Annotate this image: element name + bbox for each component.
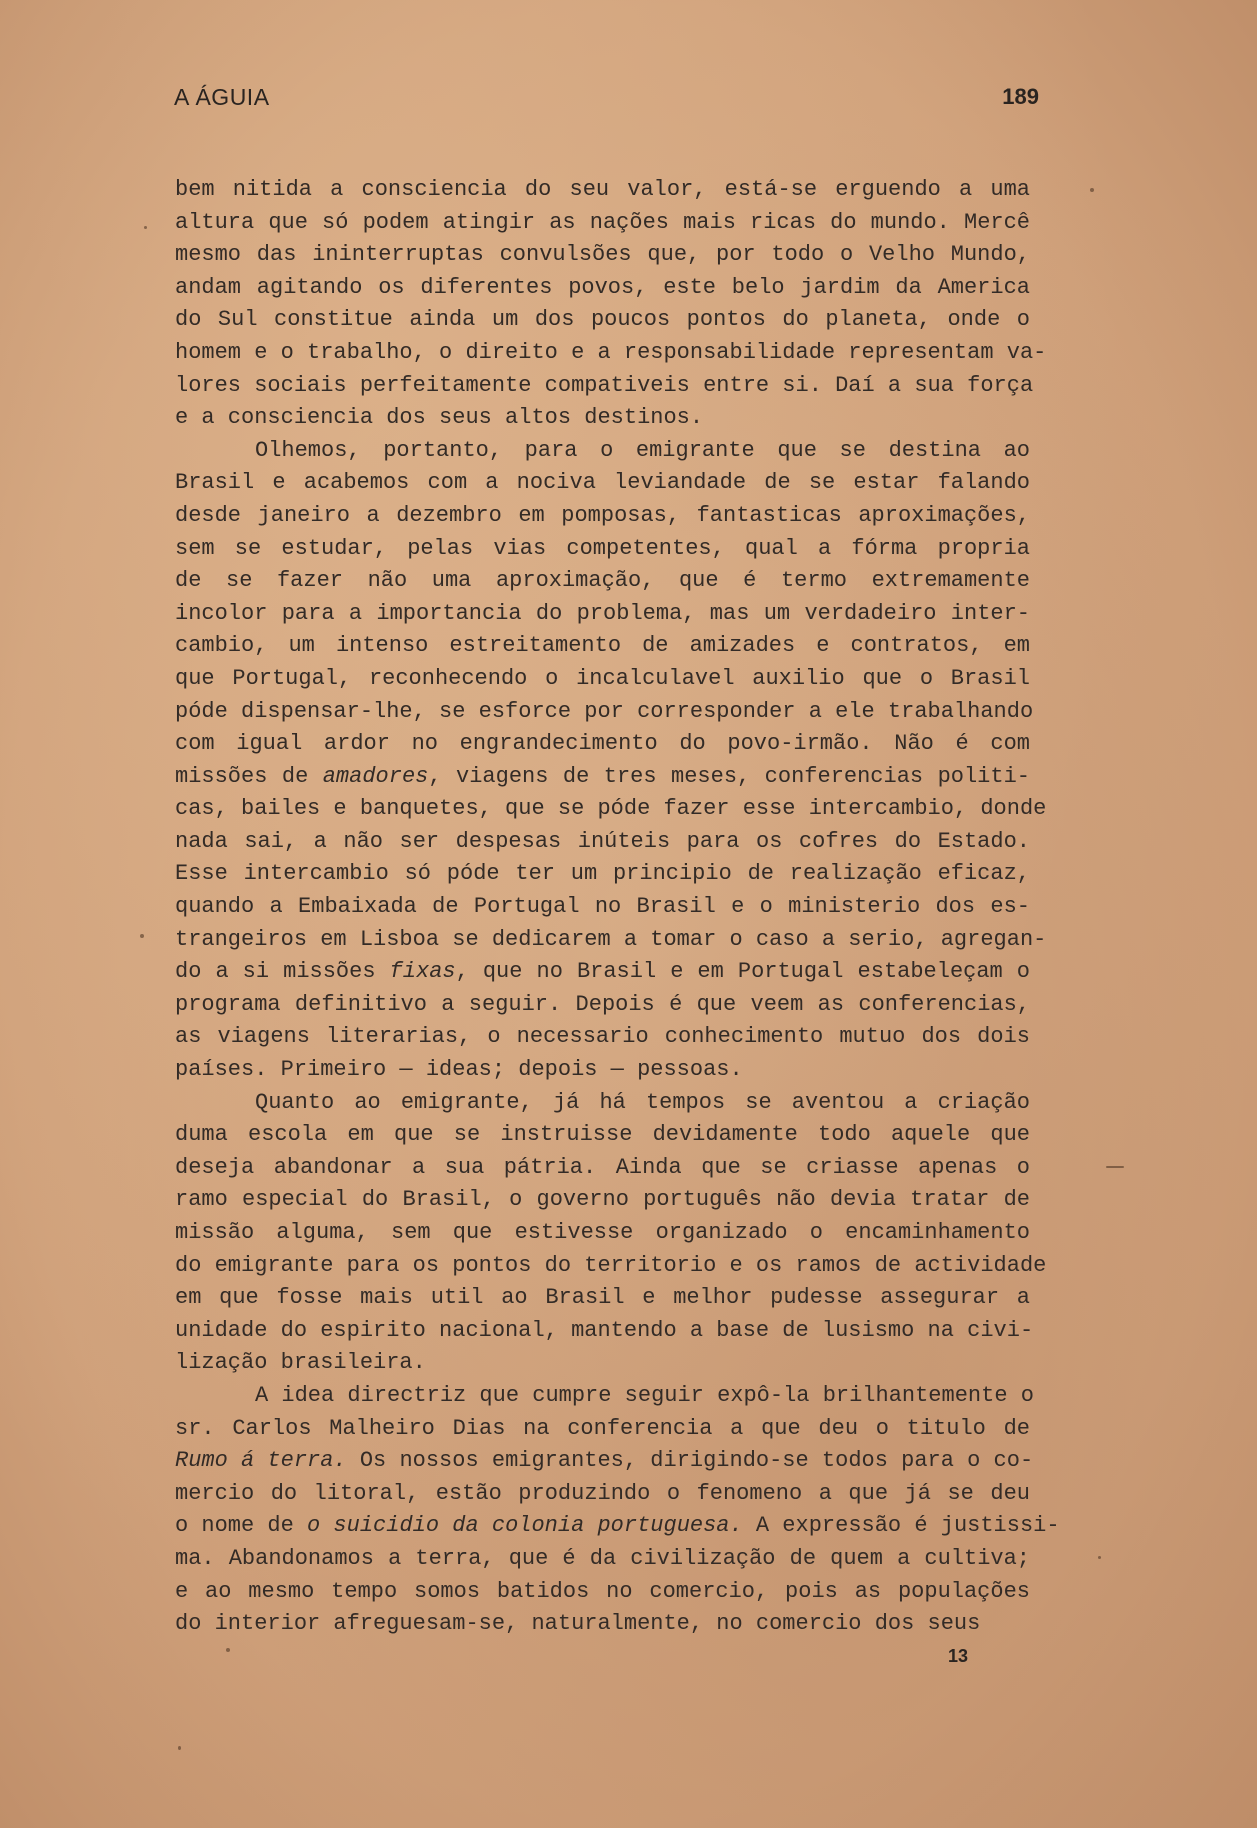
paragraph [175, 174, 1047, 435]
text-line: bem nitida a consciencia do seu valor, está-se erguendo a uma [175, 177, 1030, 202]
page-header [174, 84, 1039, 118]
text-line: quando a Embaixada de Portugal no Brasil e o ministerio dos es- [175, 894, 1030, 920]
text-line: cambio, um intenso estreitamento de amizades e contratos, em [175, 633, 1030, 659]
text-line: em que fosse mais util ao Brasil e melhor pudesse assegurar a [175, 1285, 1030, 1311]
text-line: homem e o trabalho, o direito e a responsabilidade representam va- [175, 339, 1047, 365]
text-line: Brasil e acabemos com a nociva leviandade de se estar falando [175, 470, 1030, 496]
text-line: mercio do litoral, estão produzindo o fenomeno a que já se deu [175, 1480, 1030, 1506]
paper-speck [1090, 188, 1094, 192]
body-text [175, 174, 1060, 1641]
text-line: Olhemos, portanto, para o emigrante que se destina ao [255, 437, 1030, 463]
text-line: lização brasileira. [175, 1350, 426, 1376]
paper-speck [178, 1746, 181, 1750]
text-line: unidade do espirito nacional, mantendo a base de lusismo na civi- [175, 1317, 1034, 1343]
text-line: ma. Abandonamos a terra, que é da civilização de quem a cultiva; [175, 1545, 1030, 1571]
paper-speck [1106, 1166, 1124, 1168]
text-line: ramo especial do Brasil, o governo português não devia tratar de [175, 1187, 1030, 1213]
paragraph [175, 1087, 1047, 1380]
text-line: com igual ardor no engrandecimento do povo-irmão. Não é com [175, 731, 1030, 757]
text-line: deseja abandonar a sua pátria. Ainda que se criasse apenas o [175, 1154, 1030, 1180]
text-line: o nome de o suicidio da colonia portuguesa. A expressão é justissi- [175, 1513, 1060, 1539]
text-line: A idea directriz que cumpre seguir expô-la brilhantemente o [255, 1382, 1034, 1408]
text-line: e ao mesmo tempo somos batidos no comercio, pois as populações [175, 1578, 1030, 1604]
text-line: as viagens literarias, o necessario conhecimento mutuo dos dois [175, 1024, 1030, 1050]
text-line: que Portugal, reconhecendo o incalculavel auxilio que o Brasil [175, 665, 1030, 691]
paper-speck [226, 1648, 230, 1652]
text-line: do Sul constitue ainda um dos poucos pontos do planeta, onde o [175, 307, 1030, 333]
text-line: trangeiros em Lisboa se dedicarem a tomar o caso a serio, agregan- [175, 926, 1047, 952]
text-line: incolor para a importancia do problema, mas um verdadeiro inter- [175, 600, 1030, 626]
text-line: altura que só podem atingir as nações mais ricas do mundo. Mercê [175, 209, 1030, 235]
text-line: Esse intercambio só póde ter um principio de realização eficaz, [175, 861, 1030, 887]
text-line: sem se estudar, pelas vias competentes, qual a fórma propria [175, 535, 1030, 561]
text-line: duma escola em que se instruisse devidamente todo aquele que [175, 1122, 1030, 1148]
paper-speck [140, 934, 144, 938]
signature-mark: 13 [948, 1646, 969, 1666]
text-line: desde janeiro a dezembro em pomposas, fantasticas aproximações, [175, 502, 1030, 528]
text-line: e a consciencia dos seus altos destinos. [175, 405, 704, 431]
text-line: Quanto ao emigrante, já há tempos se aventou a criação [255, 1089, 1030, 1115]
text-line: cas, bailes e banquetes, que se póde fazer esse intercambio, donde [175, 796, 1047, 822]
text-line: de se fazer não uma aproximação, que é termo extremamente [175, 568, 1030, 594]
text-line: andam agitando os diferentes povos, este belo jardim da America [175, 274, 1030, 300]
text-line: póde dispensar-lhe, se esforce por corresponder a ele trabalhando [175, 698, 1034, 724]
text-line: Rumo á terra. Os nossos emigrantes, dirigindo-se todos para o co- [175, 1448, 1034, 1474]
paper-speck [1098, 1556, 1101, 1559]
text-line: sr. Carlos Malheiro Dias na conferencia a que deu o titulo de [175, 1415, 1030, 1441]
text-line: missão alguma, sem que estivesse organizado o encaminhamento [175, 1220, 1030, 1245]
text-line: do interior afreguesam-se, naturalmente, no comercio dos seus [175, 1611, 981, 1637]
text-line: nada sai, a não ser despesas inúteis para os cofres do Estado. [175, 828, 1030, 854]
paragraph [175, 1380, 1060, 1641]
running-title: A ÁGUIA [174, 84, 270, 110]
text-line: lores sociais perfeitamente compativeis entre si. Daí a sua força [175, 372, 1034, 398]
text-line: mesmo das ininterruptas convulsões que, por todo o Velho Mundo, [175, 242, 1030, 268]
text-line: programa definitivo a seguir. Depois é que veem as conferencias, [175, 991, 1030, 1017]
paragraph [175, 435, 1047, 1087]
text-line: países. Primeiro — ideas; depois — pessoas. [175, 1057, 743, 1083]
page-number: 189 [1002, 84, 1039, 109]
text-line: missões de amadores, viagens de tres meses, conferencias politi- [175, 763, 1030, 789]
paper-speck [144, 226, 147, 229]
text-line: do emigrante para os pontos do territorio e os ramos de actividade [175, 1252, 1047, 1278]
text-line: do a si missões fixas, que no Brasil e em Portugal estabeleçam o [175, 959, 1030, 985]
